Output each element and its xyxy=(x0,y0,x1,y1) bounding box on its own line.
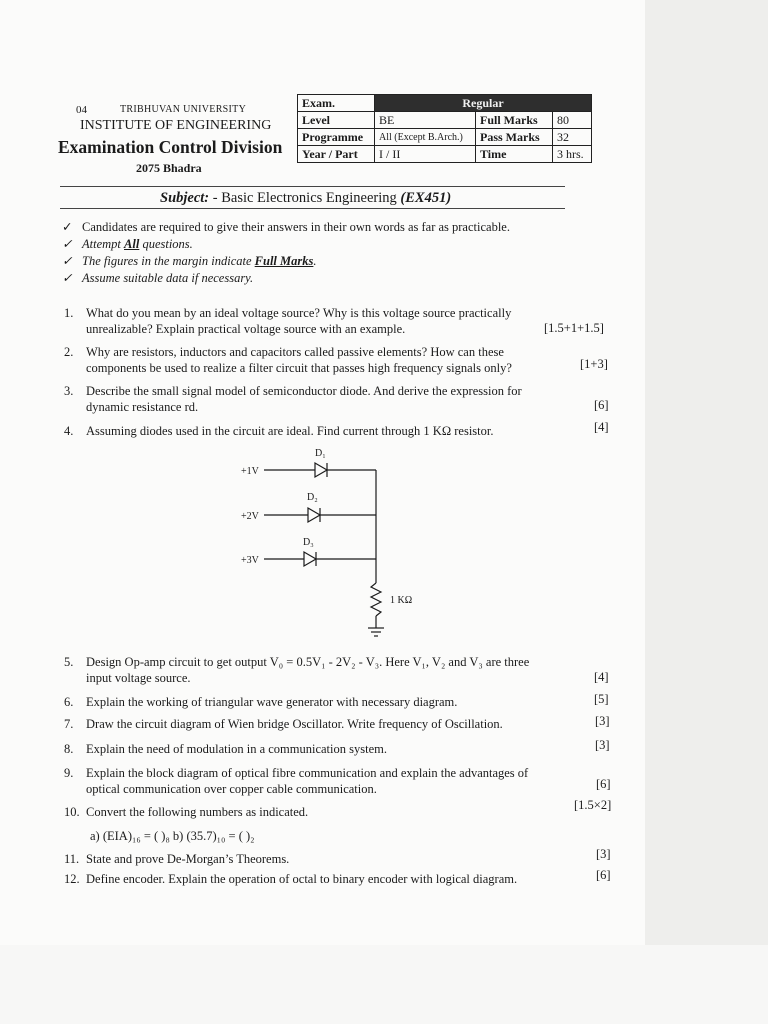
question-line: Explain the block diagram of optical fibre communication and explain the advantages of xyxy=(86,766,529,780)
label-v3: +3V xyxy=(241,555,259,566)
question-line: optical communication over copper cable communication. xyxy=(86,782,377,796)
question-number: 1. xyxy=(64,306,74,320)
question-text xyxy=(86,716,546,732)
question-marks: [1+3] xyxy=(580,357,608,371)
label-d1: D₁ xyxy=(315,448,326,459)
list-item xyxy=(62,219,510,236)
checkmark-icon: ✓ xyxy=(62,271,73,285)
question-line: Define encoder. Explain the operation of octal to binary encoder with logical diagram. xyxy=(86,872,518,886)
programme-value: All (Except B.Arch.) xyxy=(375,129,476,146)
question-text xyxy=(86,804,546,844)
instructions-list xyxy=(62,219,510,287)
divider-top xyxy=(60,186,565,187)
level-value: BE xyxy=(375,112,476,129)
exam-label: Exam. xyxy=(298,95,375,112)
time-label: Time xyxy=(476,146,553,163)
pass-marks-label: Pass Marks xyxy=(476,129,553,146)
question-number: 6. xyxy=(64,695,74,709)
question-marks: [1.5+1+1.5] xyxy=(544,321,604,335)
label-v2: +2V xyxy=(241,511,259,522)
question-marks: [1.5×2] xyxy=(574,798,612,812)
checkmark-icon: ✓ xyxy=(62,237,73,251)
question-line: Explain the need of modulation in a communication system. xyxy=(86,742,387,756)
instruction-text: . xyxy=(313,254,317,268)
question-line: Why are resistors, inductors and capacitors called passive elements? How can these xyxy=(86,345,504,359)
instruction-text: Assume suitable data if necessary. xyxy=(82,271,254,285)
subject-code: (EX451) xyxy=(400,190,452,206)
subject-line xyxy=(160,190,451,207)
question-number: 5. xyxy=(64,655,74,669)
list-item xyxy=(62,270,510,287)
question-marks: [6] xyxy=(594,398,609,412)
level-label: Level xyxy=(298,112,375,129)
programme-label: Programme xyxy=(298,129,375,146)
question-text xyxy=(86,741,546,757)
question-number: 8. xyxy=(64,742,74,756)
question-text xyxy=(86,654,546,686)
label-resistor: 1 KΩ xyxy=(390,595,413,606)
checkmark-icon: ✓ xyxy=(62,220,73,234)
pass-marks-value: 32 xyxy=(553,129,592,146)
question-text xyxy=(86,305,546,337)
question-text xyxy=(86,344,546,376)
list-item xyxy=(62,236,510,253)
question-line: Convert the following numbers as indicated. xyxy=(86,805,309,819)
question-number: 7. xyxy=(64,717,74,731)
diode-circuit-diagram xyxy=(230,443,430,643)
question-line: What do you mean by an ideal voltage source? Why is this voltage source practically xyxy=(86,306,512,320)
question-marks: [5] xyxy=(594,692,609,706)
exam-info-table xyxy=(297,94,592,163)
question-number: 9. xyxy=(64,766,74,780)
question-text xyxy=(86,423,546,439)
checkmark-icon: ✓ xyxy=(62,254,73,268)
question-marks: [6] xyxy=(596,777,611,791)
instruction-emphasis: Full Marks xyxy=(254,254,314,268)
question-number: 12. xyxy=(64,872,80,886)
subject-name: - Basic Electronics Engineering xyxy=(212,190,397,206)
subject-label: Subject: xyxy=(160,190,210,206)
exam-type-value: Regular xyxy=(375,95,592,112)
diode-d1 xyxy=(315,463,327,477)
table-row xyxy=(298,146,592,163)
label-d2: D₂ xyxy=(307,492,318,503)
question-marks: [4] xyxy=(594,670,609,684)
instruction-text: The figures in the margin indicate xyxy=(82,254,255,268)
question-text xyxy=(86,694,546,710)
diode-d2 xyxy=(308,508,320,522)
diode-d3 xyxy=(304,552,316,566)
resistor-1k xyxy=(371,583,381,616)
question-marks: [3] xyxy=(595,714,610,728)
question-number: 3. xyxy=(64,384,74,398)
instruction-text: Attempt xyxy=(82,237,125,251)
institute-name: INSTITUTE OF ENGINEERING xyxy=(80,118,272,133)
question-line: Explain the working of triangular wave generator with necessary diagram. xyxy=(86,695,458,709)
question-line: Design Op-amp circuit to get output V₀ = 0.5V₁ - 2V₂ - V₃. Here V₁, V₂ and V₃ are three xyxy=(86,655,530,669)
table-row xyxy=(298,129,592,146)
label-v1: +1V xyxy=(241,466,259,477)
question-line: a) (EIA)₁₆ = ( )₈ b) (35.7)₁₀ = ( )₂ xyxy=(90,829,255,843)
full-marks-label: Full Marks xyxy=(476,112,553,129)
year-part-label: Year / Part xyxy=(298,146,375,163)
question-marks: [3] xyxy=(595,738,610,752)
list-item xyxy=(62,253,510,270)
question-line: input voltage source. xyxy=(86,671,191,685)
instruction-emphasis: All xyxy=(124,237,140,251)
bottom-background xyxy=(0,945,768,1024)
question-number: 10. xyxy=(64,805,80,819)
question-line: Draw the circuit diagram of Wien bridge Oscillator. Write frequency of Oscillation. xyxy=(86,717,503,731)
question-marks: [6] xyxy=(596,868,611,882)
question-number: 4. xyxy=(64,424,74,438)
paper-edge-background xyxy=(645,0,768,945)
division-name: Examination Control Division xyxy=(58,137,283,157)
year-part-value: I / II xyxy=(375,146,476,163)
time-value: 3 hrs. xyxy=(553,146,592,163)
table-row xyxy=(298,95,592,112)
question-text xyxy=(86,871,546,887)
exam-session: 2075 Bhadra xyxy=(136,161,202,175)
full-marks-value: 80 xyxy=(553,112,592,129)
question-line: State and prove De-Morgan’s Theorems. xyxy=(86,852,290,866)
question-number: 2. xyxy=(64,345,74,359)
question-line: Describe the small signal model of semiconductor diode. And derive the expression for xyxy=(86,384,522,398)
divider-bottom xyxy=(60,208,565,209)
question-line: Assuming diodes used in the circuit are ideal. Find current through 1 KΩ resistor. xyxy=(86,424,494,438)
paper-code: 04 xyxy=(76,104,87,116)
question-line: dynamic resistance rd. xyxy=(86,400,199,414)
university-name: TRIBHUVAN UNIVERSITY xyxy=(120,104,247,115)
question-line: components be used to realize a filter circuit that passes high frequency signals only? xyxy=(86,361,512,375)
question-text xyxy=(86,765,546,797)
instruction-text: Candidates are required to give their answers in their own words as far as practicable. xyxy=(82,220,510,234)
question-number: 11. xyxy=(64,852,80,866)
question-text xyxy=(86,851,546,867)
table-row xyxy=(298,112,592,129)
label-d3: D₃ xyxy=(303,537,314,548)
instruction-text: questions. xyxy=(139,237,193,251)
question-text xyxy=(86,383,546,415)
question-marks: [3] xyxy=(596,847,611,861)
question-line: unrealizable? Explain practical voltage source with an example. xyxy=(86,322,406,336)
question-marks: [4] xyxy=(594,420,609,434)
